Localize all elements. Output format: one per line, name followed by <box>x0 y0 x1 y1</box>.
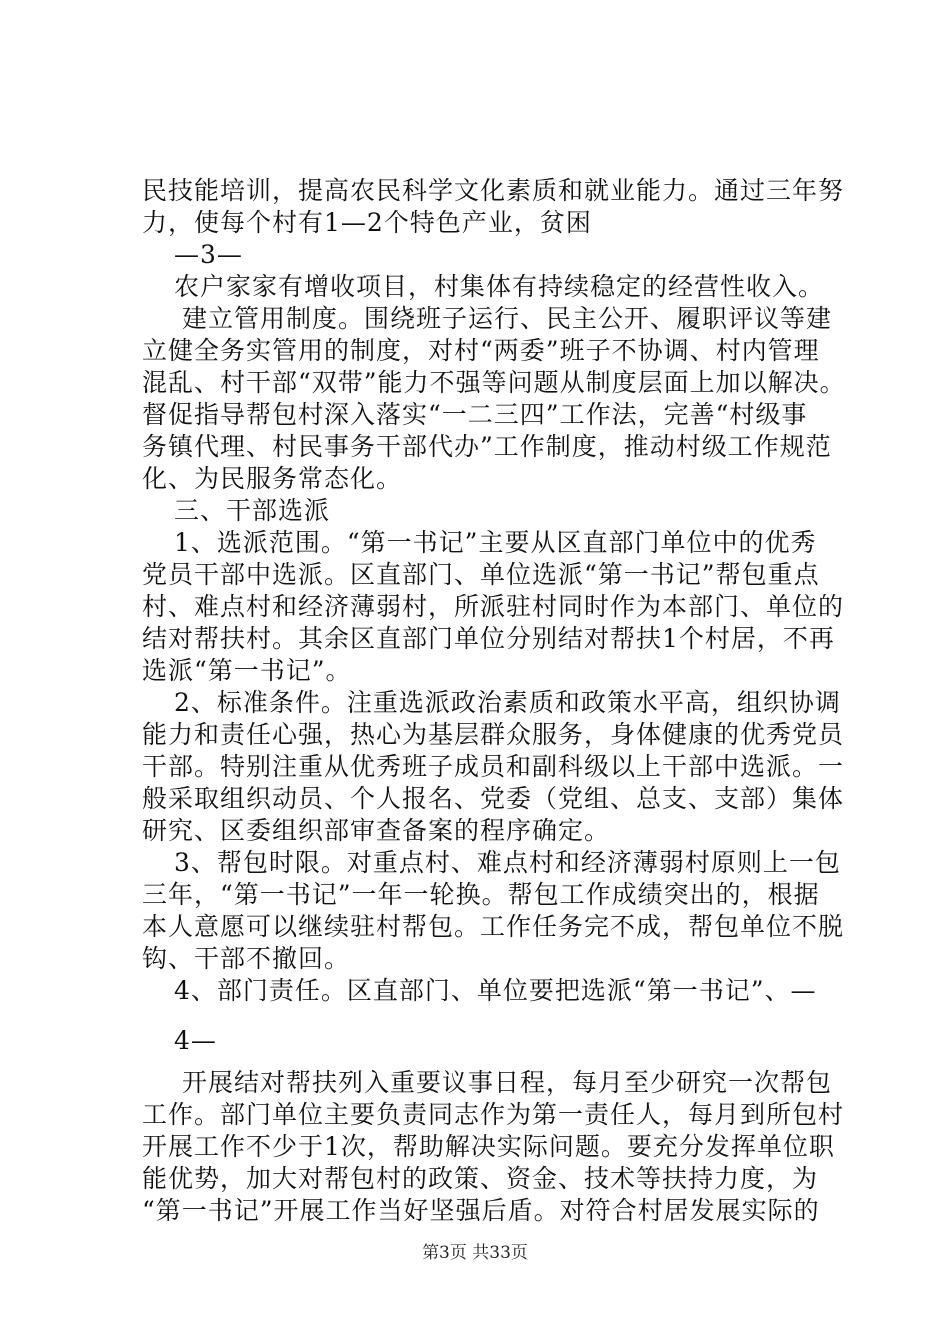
text-line: 督促指导帮包村深入落实“一二三四”工作法，完善“村级事 <box>142 400 808 429</box>
page-footer: 第3页 共33页 <box>422 1243 528 1263</box>
text-line: 村、难点村和经济薄弱村，所派驻村同时作为本部门、单位的 <box>142 592 845 621</box>
text-line: 混乱、村干部“双带”能力不强等问题从制度层面上加以解决。 <box>142 368 846 397</box>
text-line: 钩、干部不撤回。 <box>142 944 351 973</box>
text-line: 般采取组织动员、个人报名、党委（党组、总支、支部）集体 <box>142 784 845 813</box>
text-line: 能优势，加大对帮包村的政策、资金、技术等扶持力度，为 <box>142 1164 819 1193</box>
text-line: 党员干部中选派。区直部门、单位选派“第一书记”帮包重点 <box>142 560 820 589</box>
text-line: “第一书记”开展工作当好坚强后盾。对符合村居发展实际的 <box>142 1196 820 1225</box>
text-line: 力，使每个村有1—2个特色产业，贫困 <box>142 208 592 237</box>
page-marker: —3— <box>174 240 243 269</box>
text-line: 农户家家有增收项目，村集体有持续稳定的经营性收入。 <box>174 272 825 301</box>
text-line: 三年，“第一书记”一年一轮换。帮包工作成绩突出的，根据 <box>142 880 820 909</box>
text-line: 干部。特别注重从优秀班子成员和副科级以上干部中选派。一 <box>142 752 845 781</box>
text-line: 本人意愿可以继续驻村帮包。工作任务完不成，帮包单位不脱 <box>142 912 845 941</box>
text-line: 2、标准条件。注重选派政治素质和政策水平高，组织协调 <box>174 688 841 717</box>
text-line: 4、部门责任。区直部门、单位要把选派“第一书记”、— <box>174 976 817 1005</box>
text-line: 结对帮扶村。其余区直部门单位分别结对帮扶1个村居，不再 <box>142 624 835 653</box>
text-line: 工作。部门单位主要负责同志作为第一责任人，每月到所包村 <box>142 1100 845 1129</box>
text-line: 建立管用制度。围绕班子运行、民主公开、履职评议等建 <box>182 304 833 333</box>
text-line: 务镇代理、村民事务干部代办”工作制度，推动村级工作规范 <box>142 432 832 461</box>
text-line: 开展结对帮扶列入重要议事日程，每月至少研究一次帮包 <box>182 1068 833 1097</box>
text-line: 1、选派范围。“第一书记”主要从区直部门单位中的优秀 <box>174 528 817 557</box>
page-marker: 4— <box>174 1026 217 1055</box>
text-line: 能力和责任心强，热心为基层群众服务，身体健康的优秀党员 <box>142 720 845 749</box>
text-line: 化、为民服务常态化。 <box>142 464 403 493</box>
text-line: 民技能培训，提高农民科学文化素质和就业能力。通过三年努 <box>142 176 845 205</box>
text-line: 3、帮包时限。对重点村、难点村和经济薄弱村原则上一包 <box>174 848 841 877</box>
text-line: 选派“第一书记”。 <box>142 656 352 685</box>
section-heading: 三、干部选派 <box>174 496 331 525</box>
text-line: 开展工作不少于1次，帮助解决实际问题。要充分发挥单位职 <box>142 1132 835 1161</box>
text-line: 研究、区委组织部审查备案的程序确定。 <box>142 816 611 845</box>
text-line: 立健全务实管用的制度，对村“两委”班子不协调、村内管理 <box>142 336 820 365</box>
